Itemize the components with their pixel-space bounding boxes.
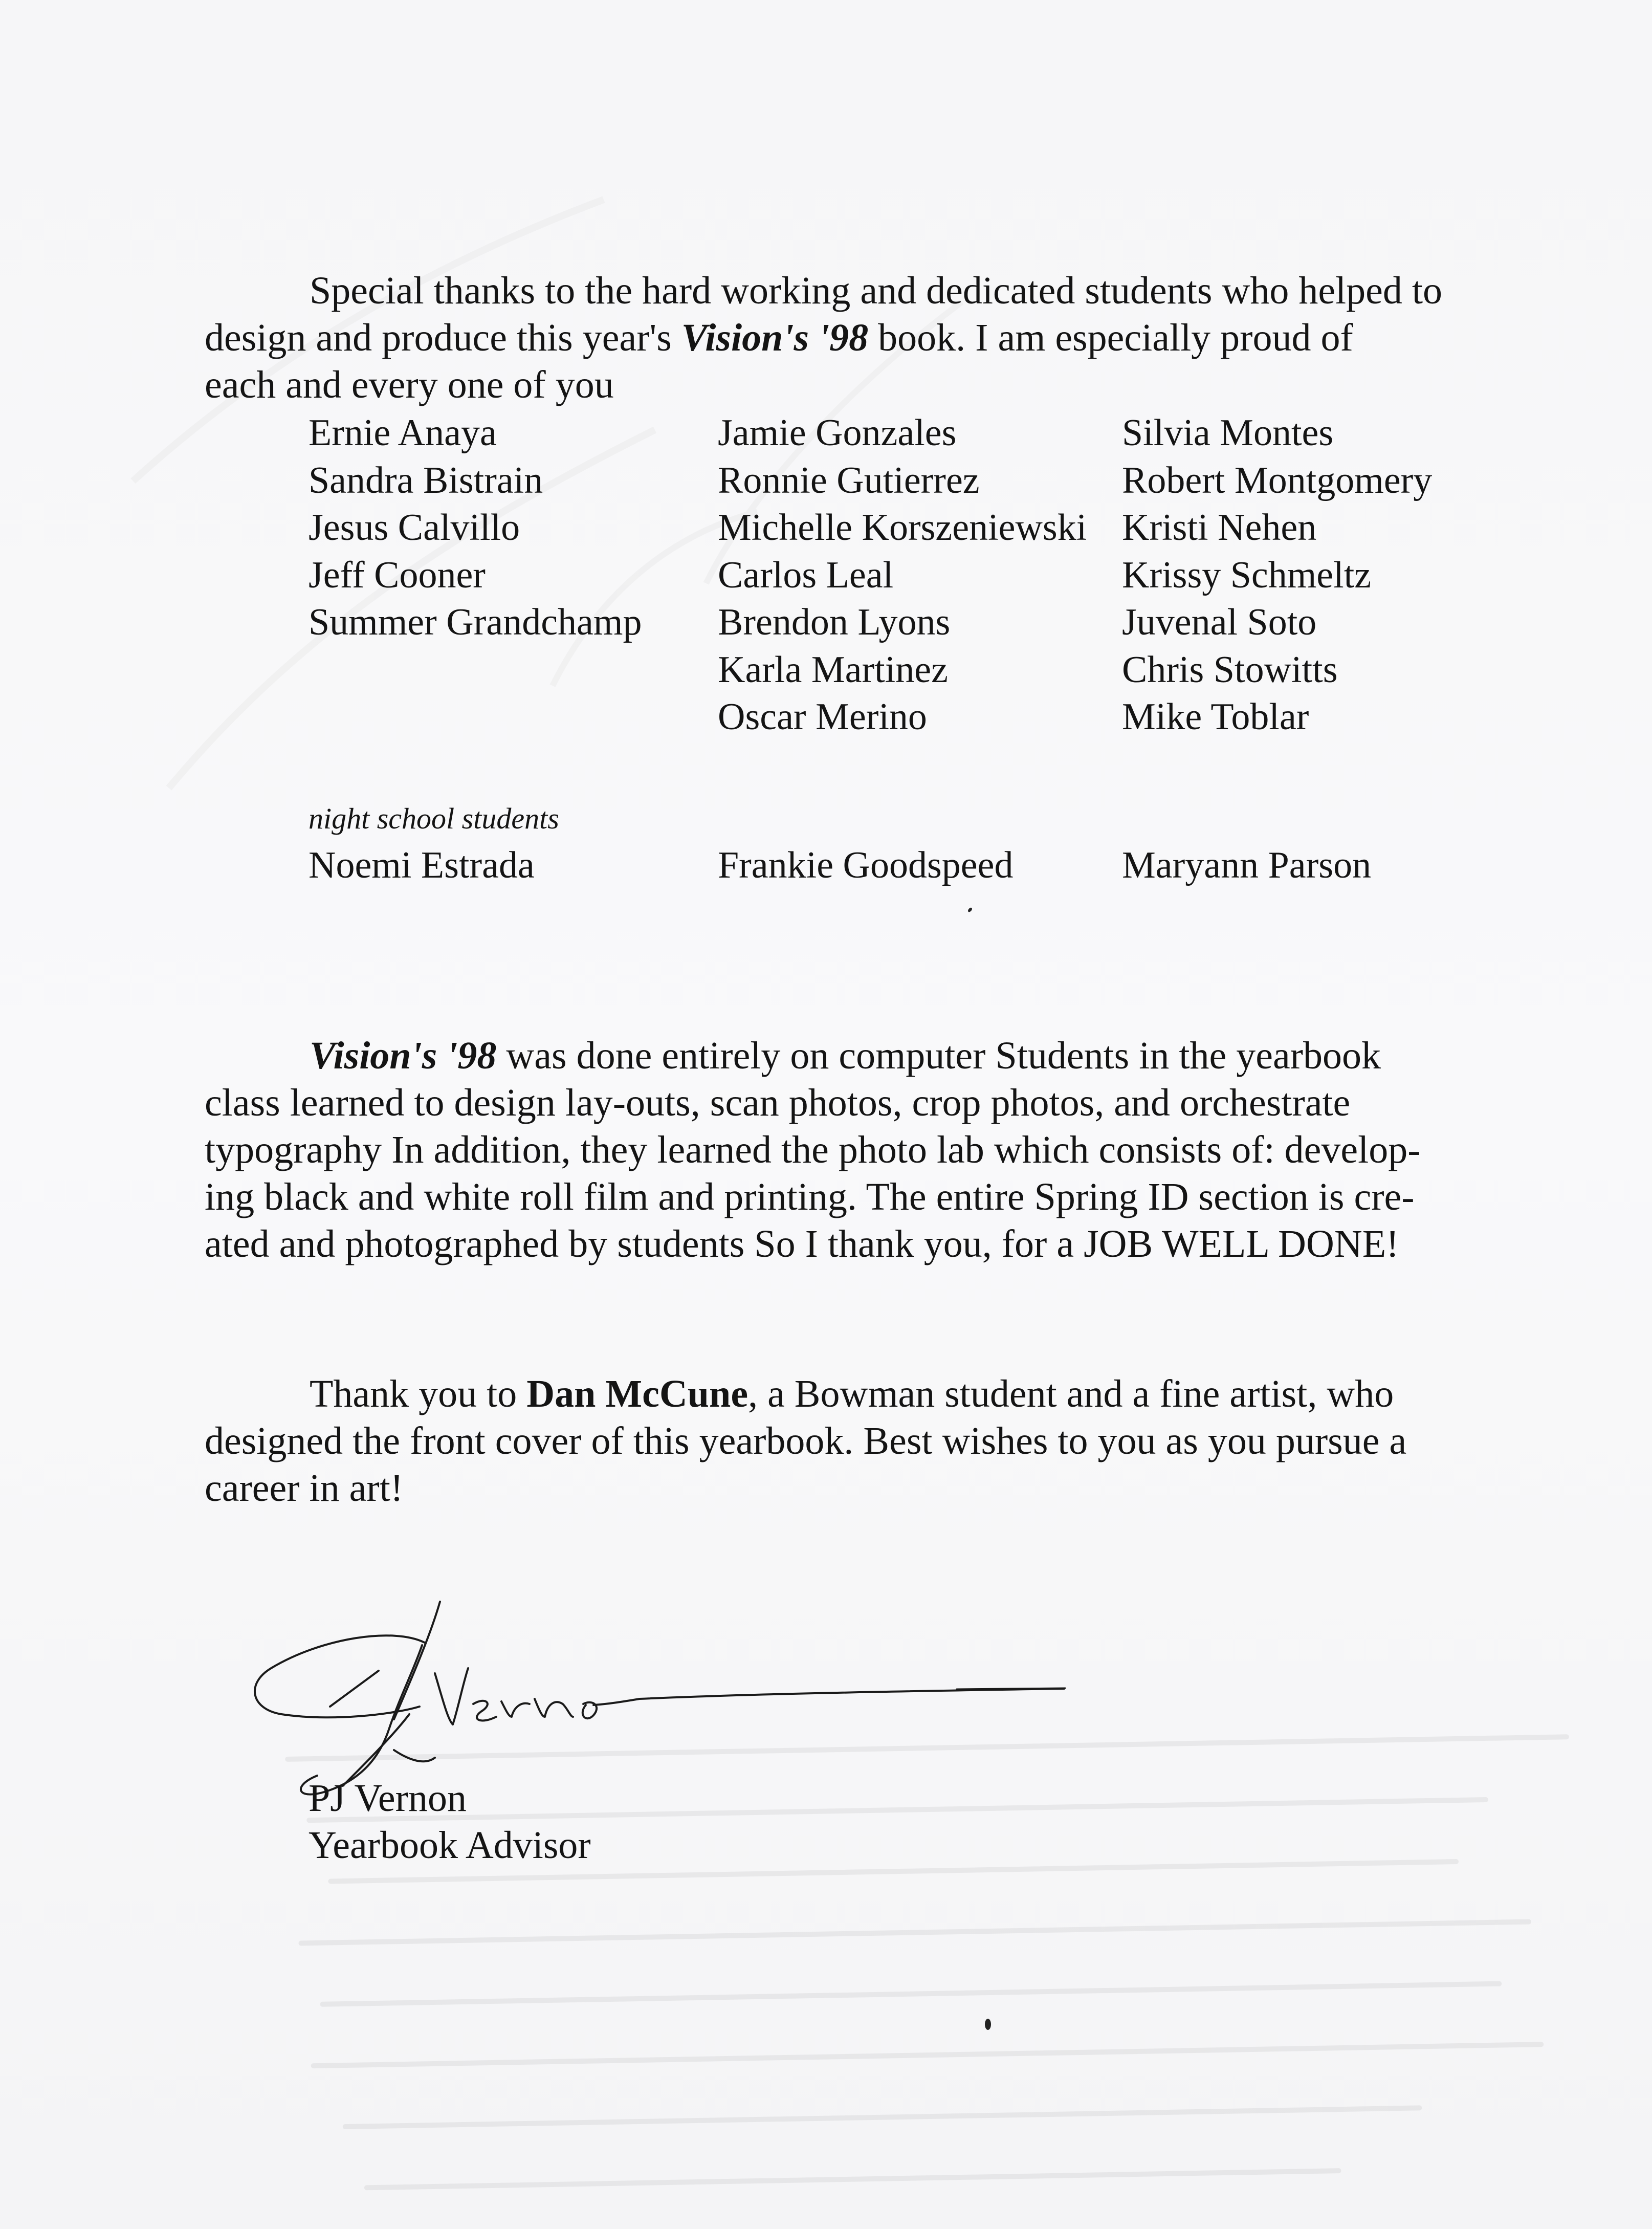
night-school-caption: night school students bbox=[309, 802, 559, 835]
student-name: Sandra Bistrain bbox=[309, 459, 543, 501]
advisor-name: PJ Vernon bbox=[309, 1777, 467, 1820]
student-name: Juvenal Soto bbox=[1122, 601, 1317, 643]
cover-line-1a: Thank you to bbox=[310, 1372, 527, 1415]
student-name: Ernie Anaya bbox=[309, 412, 497, 454]
intro-line-2b: book. I am especially proud of bbox=[868, 316, 1353, 359]
night-student-name: Maryann Parson bbox=[1122, 844, 1372, 886]
intro-line-2a: design and produce this year's bbox=[205, 316, 681, 359]
yearbook-title: Vision's '98 bbox=[310, 1034, 497, 1077]
student-name: Jesus Calvillo bbox=[309, 507, 520, 549]
speck bbox=[967, 907, 973, 913]
student-name: Ronnie Gutierrez bbox=[718, 459, 980, 501]
student-name: Summer Grandchamp bbox=[309, 601, 642, 643]
intro-line-3: each and every one of you bbox=[205, 363, 614, 406]
night-student-name: Noemi Estrada bbox=[309, 844, 535, 886]
student-name: Carlos Leal bbox=[718, 554, 894, 596]
roster-column-1 bbox=[309, 409, 642, 646]
advisor-title: Yearbook Advisor bbox=[309, 1824, 591, 1867]
cover-line-2: designed the front cover of this yearbook. Best wishes to you as you pursue a bbox=[205, 1419, 1407, 1462]
roster-column-2 bbox=[718, 409, 1087, 741]
student-name: Karla Martinez bbox=[718, 648, 948, 691]
signature-block bbox=[309, 1775, 591, 1869]
cover-line-1b: , a Bowman student and a fine artist, who bbox=[748, 1372, 1394, 1415]
yearbook-title: Vision's '98 bbox=[681, 316, 869, 359]
student-name: Silvia Montes bbox=[1122, 412, 1334, 454]
intro-line-1: Special thanks to the hard working and dedicated students who helped to bbox=[310, 269, 1443, 312]
student-name: Jamie Gonzales bbox=[718, 412, 957, 454]
student-name: Kristi Nehen bbox=[1122, 507, 1317, 549]
student-name: Brendon Lyons bbox=[718, 601, 951, 643]
student-name: Oscar Merino bbox=[718, 696, 927, 738]
speck bbox=[985, 2019, 991, 2030]
artist-name: Dan McCune bbox=[526, 1372, 748, 1415]
computer-paragraph bbox=[205, 1032, 1463, 1268]
computer-line-3: typography In addition, they learned the photo lab which consists of: develop- bbox=[205, 1128, 1421, 1171]
computer-line-4: ing black and white roll film and printing. The entire Spring ID section is cre- bbox=[205, 1175, 1415, 1218]
student-name: Robert Montgomery bbox=[1122, 459, 1433, 501]
roster-column-3 bbox=[1122, 409, 1432, 741]
cover-line-3: career in art! bbox=[205, 1467, 404, 1510]
student-name: Mike Toblar bbox=[1122, 696, 1309, 738]
intro-paragraph bbox=[205, 267, 1463, 408]
computer-line-5: ated and photographed by students So I thank you, for a JOB WELL DONE! bbox=[205, 1222, 1399, 1265]
student-name: Jeff Cooner bbox=[309, 554, 486, 596]
night-student-name: Frankie Goodspeed bbox=[718, 844, 1014, 886]
student-name: Chris Stowitts bbox=[1122, 648, 1338, 691]
student-name: Krissy Schmeltz bbox=[1122, 554, 1372, 596]
computer-line-1: was done entirely on computer Students in the yearbook bbox=[496, 1034, 1381, 1077]
cover-paragraph bbox=[205, 1370, 1463, 1512]
student-name: Michelle Korszeniewski bbox=[718, 507, 1087, 549]
computer-line-2: class learned to design lay-outs, scan photos, crop photos, and orchestrate bbox=[205, 1081, 1351, 1124]
